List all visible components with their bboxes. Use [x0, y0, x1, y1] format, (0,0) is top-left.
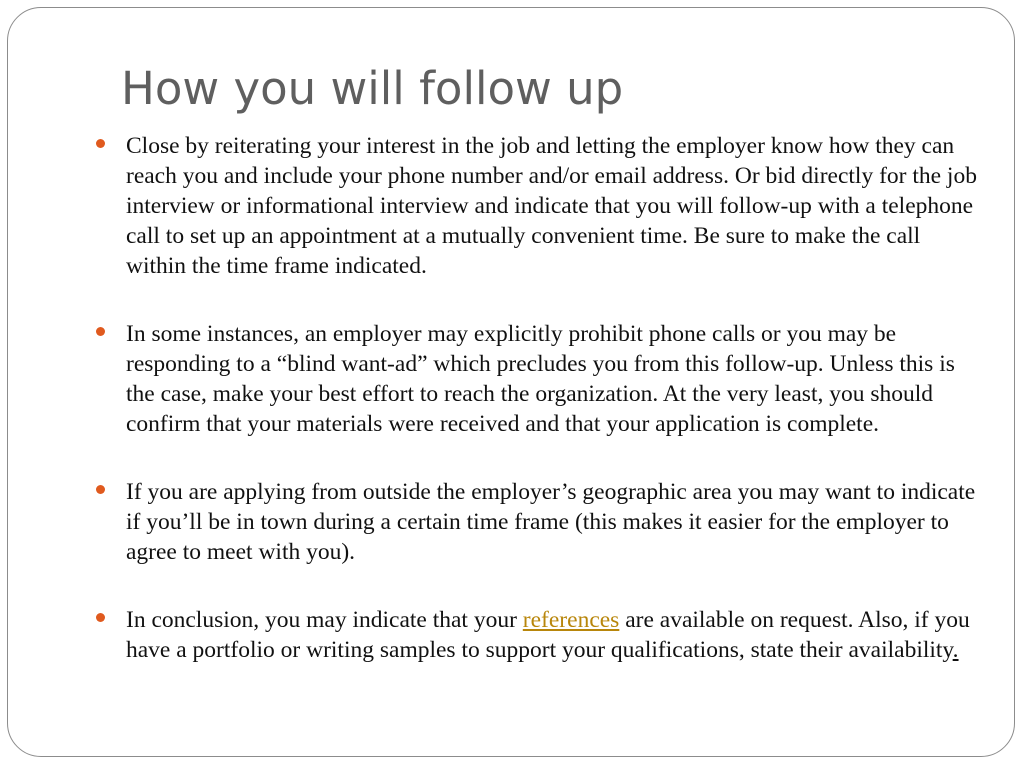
bullet-dot-icon — [96, 139, 105, 148]
references-link[interactable]: references — [522, 607, 620, 633]
bullet-item-3 — [126, 477, 986, 567]
bullet-dot-icon — [96, 485, 105, 494]
bullet-item-1 — [126, 131, 986, 281]
bullet-item-4 — [126, 605, 986, 665]
bullet-trailing-period: . — [952, 637, 959, 663]
bullet-dot-icon — [96, 613, 105, 622]
bullet-dot-icon — [96, 327, 105, 336]
bullet-list — [126, 131, 986, 665]
slide-frame — [7, 7, 1015, 757]
bullet-text: If you are applying from outside the employer’s geographic area you may want to indicate if you’ll be in town during a certain time frame (this makes it easier for the employer to agree to meet with you). — [126, 479, 976, 565]
bullet-text: Close by reiterating your interest in the job and letting the employer know how they can reach you and include your phone number and/or email address. Or bid directly for the job interview or informational interview and indicate that you will follow-up with a telephone call to set up an appointment at a mutually convenient time. Be sure to make the call within the time frame indicated. — [126, 133, 977, 279]
slide-title: How you will follow up — [121, 62, 624, 115]
bullet-text-after-link: are available on request. Also, if you have a portfolio or writing samples to support your qualifications, state their availability — [126, 607, 970, 663]
bullet-text-before-link: In conclusion, you may indicate that your — [126, 607, 523, 633]
bullet-text: In some instances, an employer may explicitly prohibit phone calls or you may be responding to a “blind want-ad” which precludes you from this follow-up. Unless this is the case, make your best effort to reach the organization. At the very least, you should confirm that your materials were received and that your application is complete. — [126, 321, 955, 437]
bullet-item-2 — [126, 319, 986, 439]
